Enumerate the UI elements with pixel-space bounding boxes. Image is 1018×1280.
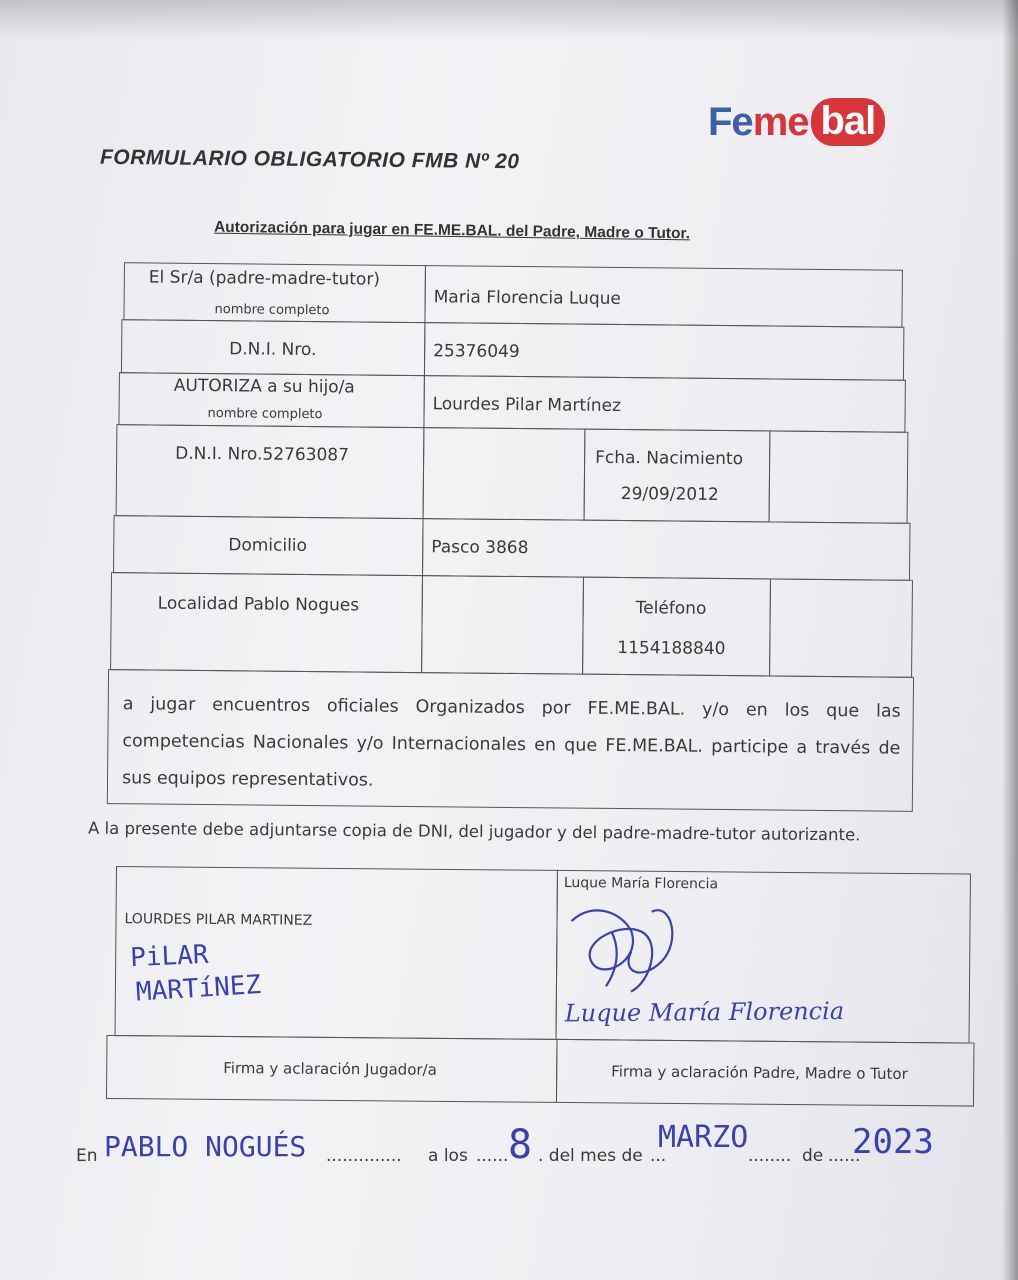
tutor-name-cell — [424, 265, 903, 328]
tutor-dni-cell — [424, 322, 904, 381]
child-dni-cell — [116, 424, 425, 519]
child-name-cell — [423, 375, 905, 433]
form-title: FORMULARIO OBLIGATORIO FMB Nº 20 — [99, 145, 520, 174]
autoriza-sublabel: nombre completo — [207, 406, 323, 423]
empty-cell-3 — [421, 575, 584, 675]
child-name-value: Lourdes Pilar Martínez — [432, 394, 622, 417]
birth-date-label: Fcha. Nacimiento — [595, 447, 744, 470]
tutor-caption: Firma y aclaración Padre, Madre o Tutor — [611, 1062, 908, 1083]
dots-3: ... — [650, 1146, 667, 1166]
tutor-label-cell — [123, 262, 426, 323]
en-label: En — [76, 1146, 98, 1166]
authorization-form-table — [95, 262, 930, 815]
a-los-label: a los — [428, 1146, 468, 1166]
domicilio-label: Domicilio — [228, 535, 308, 556]
logo-part-me: me — [752, 99, 809, 144]
logo-part-bal: bal — [811, 98, 886, 146]
tutor-name-value: Maria Florencia Luque — [433, 287, 621, 310]
authorization-text-cell — [107, 669, 914, 812]
tutor-printed-name: Luque María Florencia — [563, 874, 719, 893]
top-shadow — [0, 0, 1018, 40]
empty-cell-1 — [423, 427, 586, 521]
empty-cell-2 — [769, 430, 909, 523]
year-handwritten: 2023 — [852, 1122, 934, 1162]
dots-5: ...... — [828, 1146, 861, 1166]
birth-date-cell — [584, 429, 771, 523]
telefono-cell — [582, 577, 771, 677]
player-signature-cell — [115, 866, 558, 1040]
attachment-note: A la presente debe adjuntarse copia de DNI, del jugador y del padre-madre-tutor autorizante. — [87, 818, 861, 845]
tutor-label: El Sr/a (padre-madre-tutor) — [148, 267, 381, 290]
logo-part-fe: Fe — [708, 99, 753, 144]
del-mes-de-label: . del mes de — [538, 1146, 643, 1166]
tutor-dni-value: 25376049 — [433, 341, 520, 363]
tutor-sublabel: nombre completo — [214, 302, 330, 319]
player-caption-cell — [106, 1035, 558, 1103]
birth-date-value: 29/09/2012 — [620, 484, 719, 505]
player-printed-name: LOURDES PILAR MARTINEZ — [124, 911, 313, 929]
tutor-signature-cell — [555, 870, 970, 1044]
right-shadow — [1002, 0, 1018, 1280]
empty-cell-4 — [769, 578, 913, 677]
tutor-handwritten-name: Luque María Florencia — [564, 996, 845, 1028]
tutor-dni-label: D.N.I. Nro. — [229, 339, 317, 361]
signature-table — [106, 866, 978, 1110]
month-handwritten: MARZO — [658, 1120, 749, 1155]
dots-4: ........ — [748, 1146, 792, 1166]
form-subtitle: Autorización para jugar en FE.ME.BAL. del Padre, Madre o Tutor. — [213, 218, 691, 243]
dots-2: ...... — [476, 1146, 509, 1166]
domicilio-value: Pasco 3868 — [431, 537, 529, 559]
localidad-cell — [110, 572, 423, 673]
de-label: de — [802, 1146, 824, 1166]
domicilio-label-cell — [113, 515, 424, 576]
femebal-logo — [708, 92, 885, 152]
child-dni-label: D.N.I. Nro.52763087 — [175, 443, 350, 466]
telefono-label: Teléfono — [635, 598, 707, 619]
player-handwritten-line1: PiLAR — [129, 939, 210, 974]
telefono-value: 1154188840 — [617, 637, 726, 660]
tutor-dni-label-cell — [121, 319, 426, 376]
day-handwritten: 8 — [508, 1122, 533, 1168]
player-caption: Firma y aclaración Jugador/a — [223, 1059, 437, 1079]
tutor-signature-scribble — [561, 901, 722, 1002]
place-date-line — [76, 1120, 976, 1180]
autoriza-label-cell — [118, 372, 424, 428]
autoriza-label: AUTORIZA a su hijo/a — [173, 375, 355, 398]
dots-1: .............. — [326, 1146, 402, 1166]
authorization-paragraph: a jugar encuentros oficiales Organizados por FE.ME.BAL. y/o en los que las competencias Nacionales y/o Internacionales en que FE.ME.BAL. participe a través de sus equipos representativos. — [121, 694, 901, 791]
tutor-caption-cell — [556, 1039, 975, 1107]
domicilio-value-cell — [422, 518, 911, 581]
player-handwritten-line2: MARTíNEZ — [135, 970, 262, 1008]
localidad-value: Localidad Pablo Nogues — [157, 593, 360, 616]
place-handwritten: PABLO NOGUÉS — [104, 1130, 307, 1163]
